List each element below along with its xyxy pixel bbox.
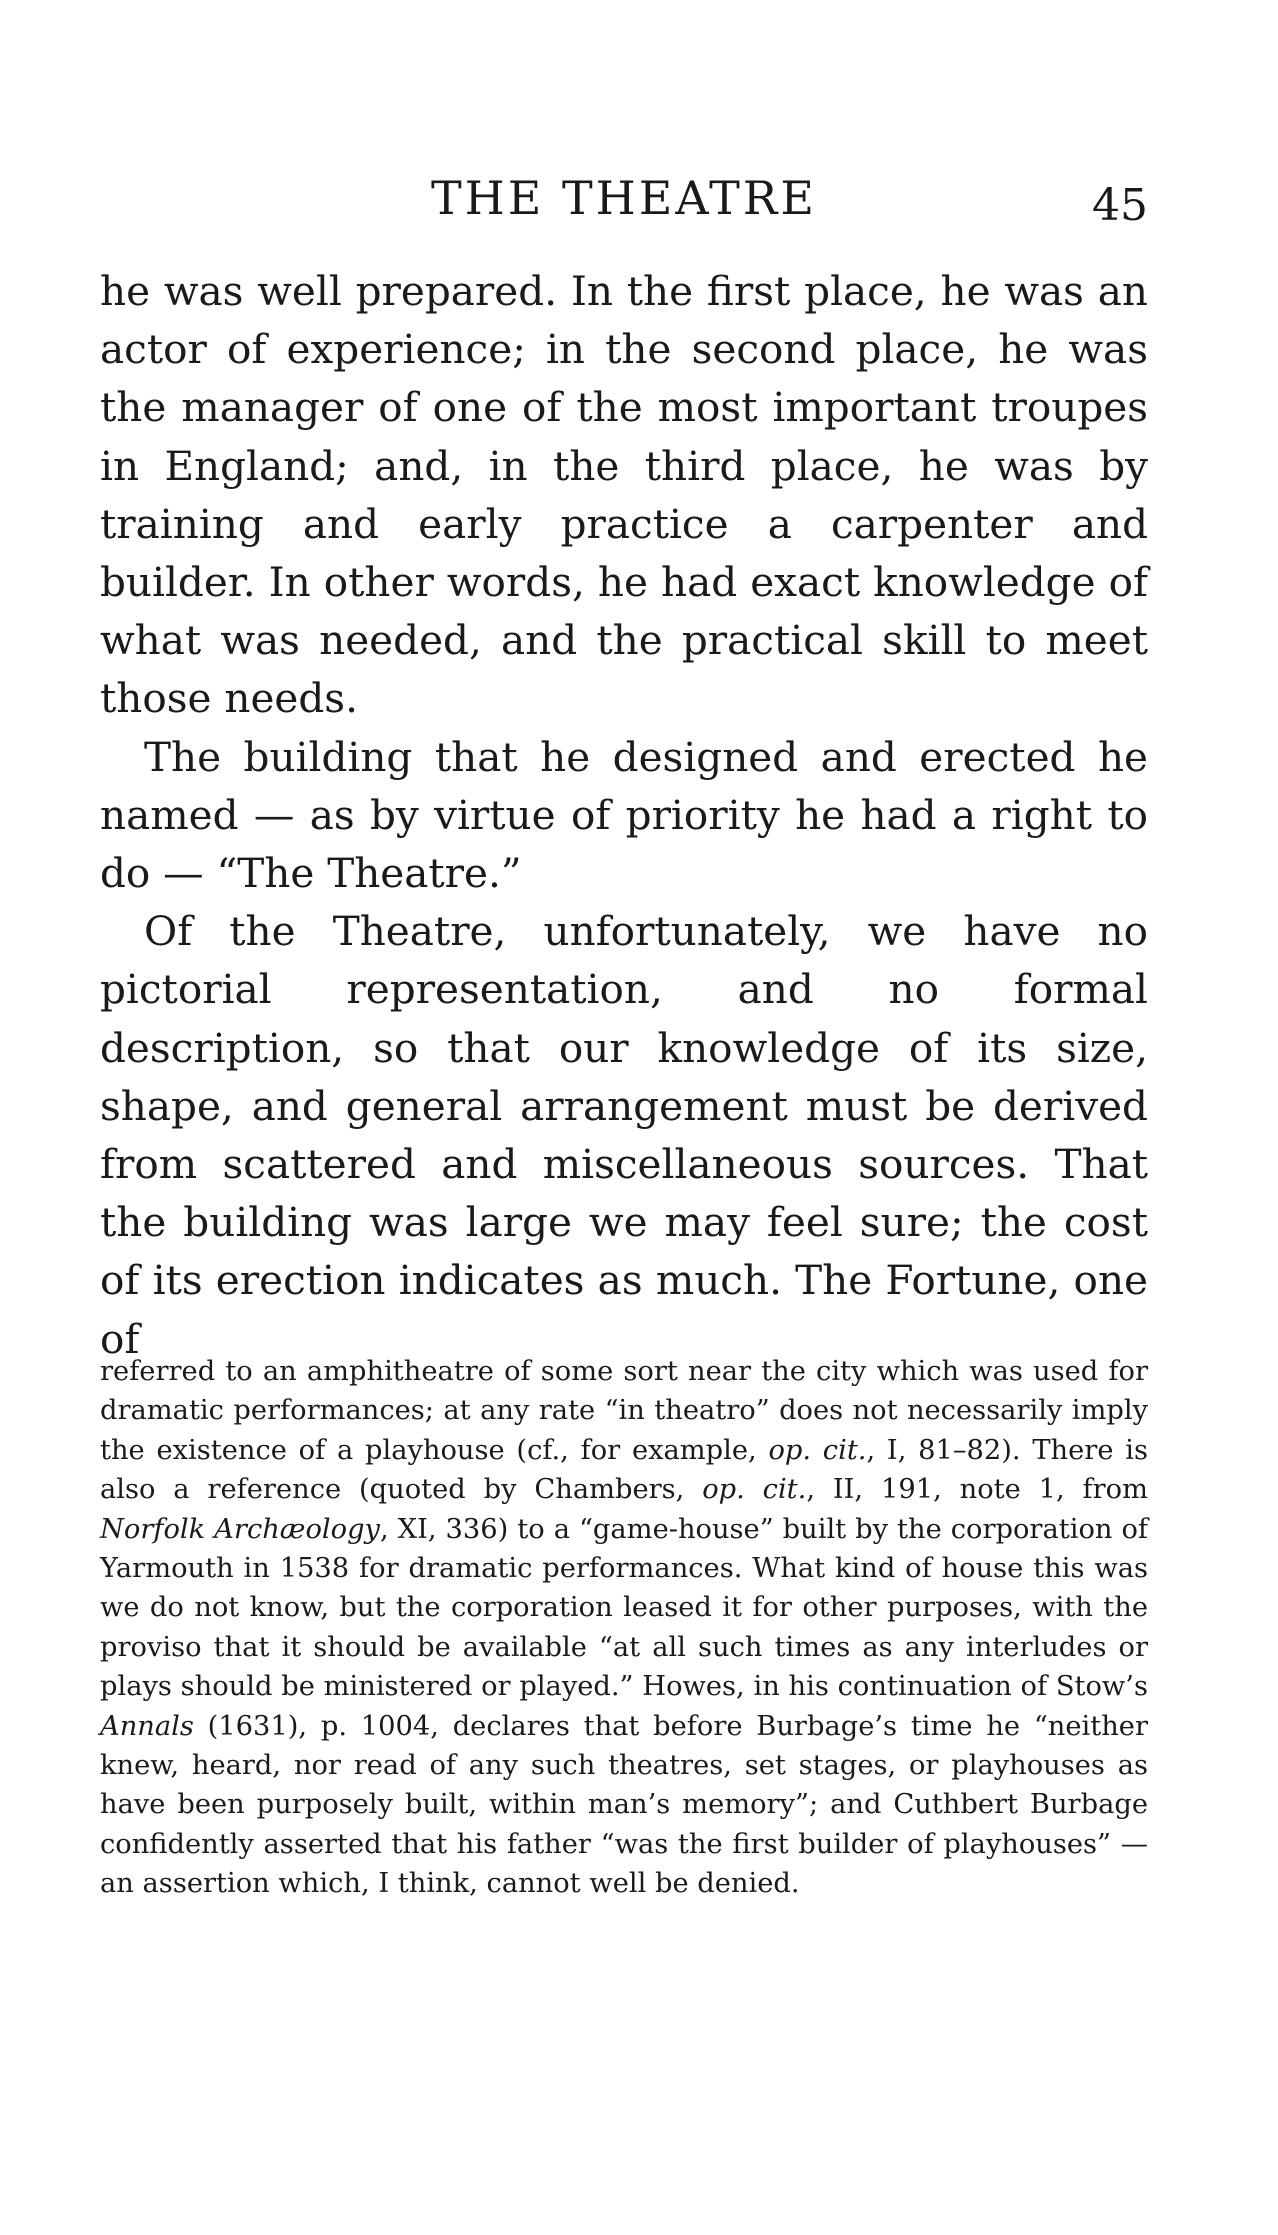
footnote-text: , I, 81–82). There is also a reference (quoted by Chambers,	[100, 1434, 1148, 1506]
paragraph-continued: he was well prepared. In the first place, he was an actor of experience; in the second place, he was the manager of one of the most important troupes in England; and, in the third place, he was by training and early practice a carpenter and builder. In other words, he had exact knowledge of what was needed, and the practical skill to meet those needs.	[100, 267, 1148, 723]
page-number: 45	[1092, 180, 1148, 231]
running-head-title: THE THEATRE	[431, 171, 817, 225]
footnote-italic-title: Norfolk Archæology	[100, 1513, 380, 1545]
footnote-italic-citation: op. cit.	[768, 1434, 867, 1466]
footnote-text: , II, 191, note 1, from	[806, 1474, 1148, 1506]
footnote-italic-citation: op. cit.	[702, 1474, 807, 1506]
footnote-italic-title: Annals	[100, 1710, 194, 1742]
paragraph-theatre-description: Of the Theatre, unfortunately, we have no pictorial representation, and no formal description, so that our knowledge of its size, shape, and general arrangement must be derived from scattered and miscellaneous sources. That the building was large we may feel sure; the cost of its erection indicates as much. The Fortune, one of	[100, 907, 1148, 1363]
running-head	[100, 168, 1148, 231]
footnote-text: referred to an amphitheatre of some sort near the city which was used for dramatic performances; at any rate “in theatro” does not necessarily imply the existence of a playhouse (cf., for example,	[100, 1356, 1148, 1466]
book-page	[100, 0, 1148, 2235]
footnote-text: , XI, 336) to a “game-house” built by the corporation of Yarmouth in 1538 for dramatic performances. What kind of house this was we do not know, but the corporation leased it for other purposes, with the proviso that it should be available “at all such times as any interludes or plays should be ministered or played.” Howes, in his continuation of Stow’s	[100, 1513, 1149, 1703]
body-text	[100, 262, 1148, 1368]
paragraph-theatre-name: The building that he designed and erected he named — as by virtue of priority he had a right to do — “The Theatre.”	[100, 732, 1148, 898]
footnote-text: (1631), p. 1004, declares that before Burbage’s time he “neither knew, heard, nor read of any such theatres, set stages, or playhouses as have been purposely built, within man’s memory”; and Cuthbert Burbage confidently asserted that his father “was the first builder of playhouses” — an assertion which, I think, cannot well be denied.	[100, 1710, 1148, 1900]
footnote	[100, 1352, 1148, 1904]
footnote-paragraph	[100, 1352, 1148, 1904]
